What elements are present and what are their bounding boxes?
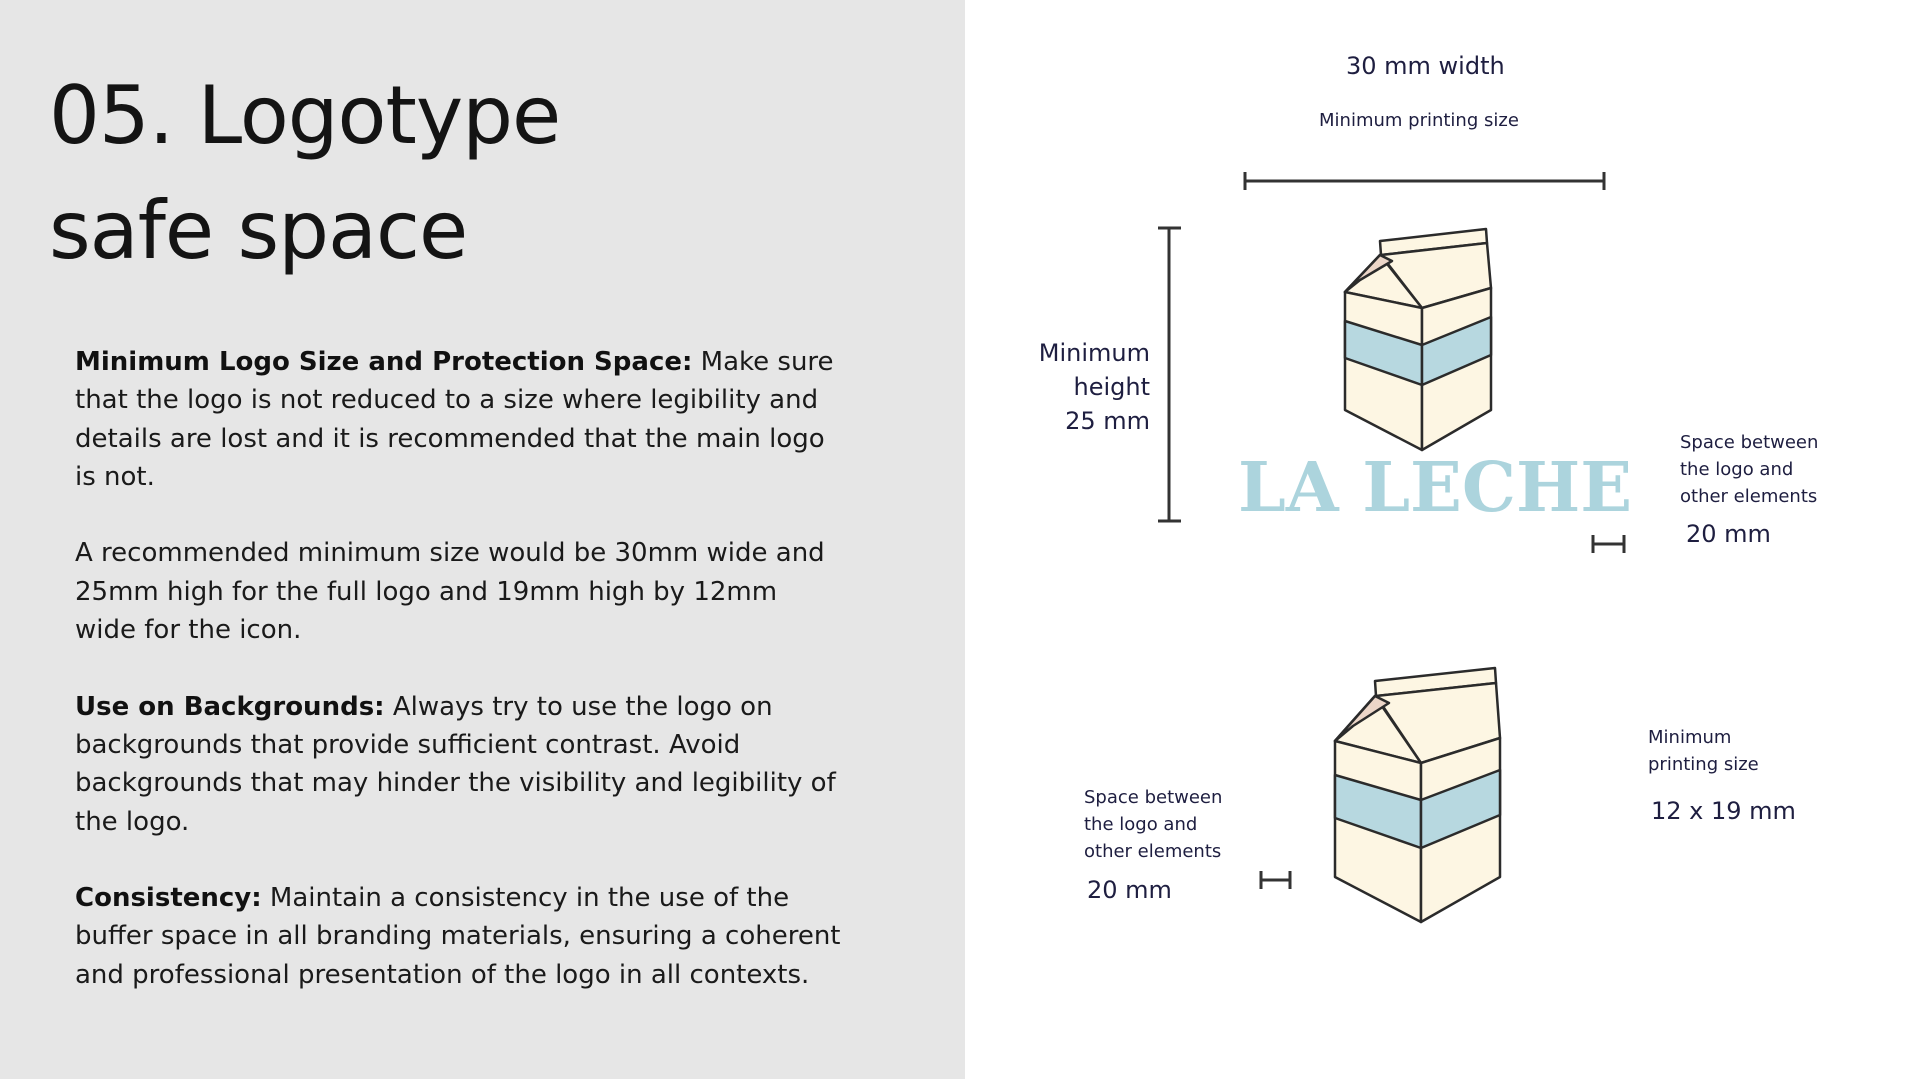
icon-space-label — [1084, 784, 1222, 865]
paragraph-text: Always try to use the logo on backgrounds that provide sufficient contrast. Avoid backgrounds that may hinder the visibility and legibility of the logo. — [75, 691, 836, 837]
icon-size-value: 12 x 19 mm — [1651, 797, 1796, 825]
paragraph-heading: Minimum Logo Size and Protection Space: — [75, 347, 693, 377]
safe-space-marker-icon — [1261, 871, 1290, 889]
min-height-line-2: height — [1073, 373, 1150, 401]
title-line-2: safe space — [49, 184, 468, 277]
icon-space-line-1: Space between — [1084, 787, 1223, 808]
milk-carton-icon — [1345, 229, 1491, 450]
title-line-1: 05. Logotype — [49, 69, 561, 162]
icon-min-print-line-1: Minimum — [1648, 727, 1732, 748]
milk-carton-icon-small — [1335, 668, 1500, 922]
width-label: 30 mm width — [1346, 52, 1505, 80]
icon-space-value: 20 mm — [1087, 876, 1172, 904]
safe-space-marker-full — [1593, 535, 1624, 553]
paragraph-text: A recommended minimum size would be 30mm wide and 25mm high for the full logo and 19mm high by 12mm wide for the icon. — [75, 538, 825, 646]
height-dimension-line — [1158, 228, 1181, 521]
icon-space-line-2: the logo and — [1084, 814, 1198, 835]
full-space-line-3: other elements — [1680, 486, 1818, 507]
icon-min-print-line-2: printing size — [1648, 754, 1759, 775]
full-space-label — [1680, 429, 1818, 510]
min-height-label — [1030, 336, 1150, 438]
icon-space-line-3: other elements — [1084, 841, 1222, 862]
width-dimension-line — [1245, 172, 1604, 190]
full-space-line-2: the logo and — [1680, 459, 1794, 480]
min-height-line-1: Minimum — [1038, 339, 1150, 367]
paragraph-heading: Consistency: — [75, 883, 262, 914]
full-space-value: 20 mm — [1686, 520, 1771, 548]
full-space-line-1: Space between — [1680, 432, 1819, 453]
min-height-line-3: 25 mm — [1065, 407, 1150, 435]
paragraph-text: Maintain a consistency in the use of the buffer space in all branding materials, ensuring a coherent and professional presentation of the logo in all contexts. — [75, 883, 841, 990]
la-leche-wordmark: LA LECHE — [1238, 448, 1633, 528]
icon-min-print-label — [1648, 724, 1759, 778]
paragraph-text: Make sure that the logo is not reduced to a size where legibility and details are lost and it is recommended that the main logo is not. — [75, 347, 834, 492]
paragraph-heading: Use on Backgrounds: — [75, 691, 385, 722]
min-printing-size-label: Minimum printing size — [1319, 110, 1519, 131]
